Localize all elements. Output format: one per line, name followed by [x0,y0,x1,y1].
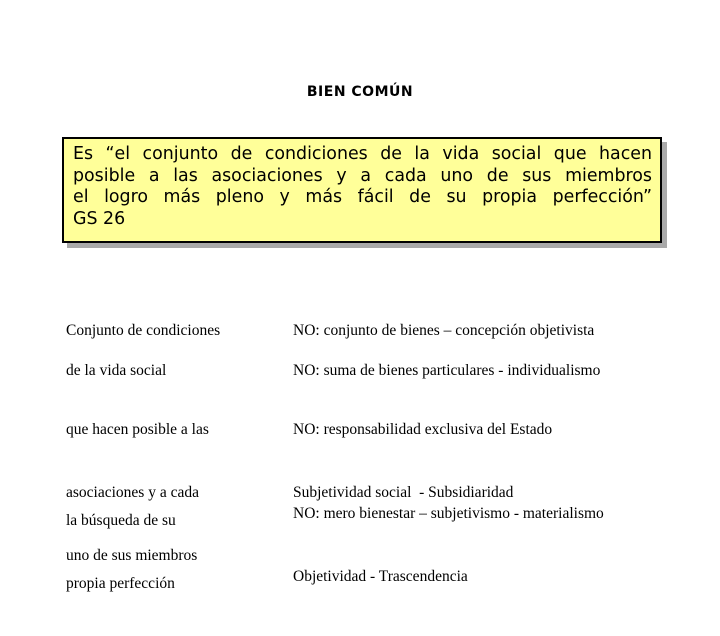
row-4-contrast-line: Objetividad - Trascendencia [293,568,468,585]
quote-line: el logro más pleno y más fácil de su propia perfección” [73,187,652,207]
row-4-contrast-line: NO: mero bienestar – subjetivismo - materialismo [293,505,604,522]
row-4-concept-line: propia perfección [66,575,175,592]
row-2-concept-line: de la vida social [66,362,167,379]
row-4-contrast [293,461,604,629]
row-4-concept-line: la búsqueda de su [66,512,176,529]
row-3-concept-line: que hacen posible a las [66,421,209,438]
quote-line: Es “el conjunto de condiciones de la vida social que hacen [73,144,652,164]
row-1-concept-line: Conjunto de condiciones [66,322,221,339]
row-3-contrast-line: NO: responsabilidad exclusiva del Estado [293,421,553,438]
row-1-contrast-line: NO: conjunto de bienes – concepción objetivista [293,322,595,339]
row-4-concept [66,468,176,636]
row-2-contrast-line: NO: suma de bienes particulares - individualismo [293,362,601,379]
row-3-concept-line: asociaciones y a cada [66,484,199,501]
quote-line: posible a las asociaciones y a cada uno de sus miembros [73,165,652,186]
row-3-contrast-line: Subjetividad social - Subsidiaridad [293,484,514,501]
quote-line: GS 26 [73,208,126,229]
row-3-concept-line: uno de sus miembros [66,547,198,564]
slide-title: BIEN COMÚN [306,84,414,100]
